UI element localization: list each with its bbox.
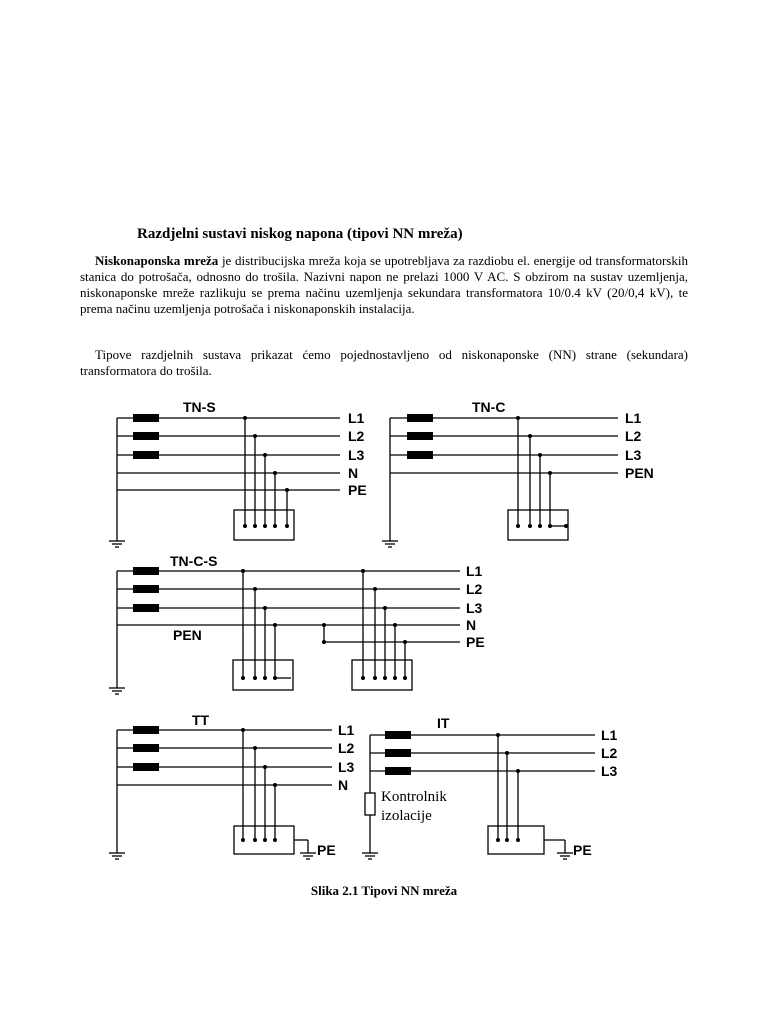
transformer-coil bbox=[133, 567, 159, 575]
junction-dot bbox=[361, 676, 365, 680]
bus-label-l2: L2 bbox=[466, 581, 483, 597]
junction-dot bbox=[373, 676, 377, 680]
junction-dot bbox=[496, 838, 500, 842]
bus-label-n: N bbox=[466, 617, 477, 633]
bus-label-l3: L3 bbox=[601, 763, 618, 779]
network-diagrams bbox=[100, 388, 666, 866]
transformer-coil bbox=[133, 451, 159, 459]
junction-dot bbox=[564, 524, 568, 528]
bus-label-l2: L2 bbox=[348, 428, 365, 444]
bus-label-l2: L2 bbox=[601, 745, 618, 761]
bus-label-l1: L1 bbox=[601, 727, 618, 743]
junction-dot bbox=[403, 676, 407, 680]
bus-label-l1: L1 bbox=[466, 563, 483, 579]
junction-dot bbox=[528, 524, 532, 528]
junction-dot bbox=[253, 676, 257, 680]
junction-dot bbox=[253, 524, 257, 528]
diagram-title-tn-c: TN-C bbox=[472, 399, 506, 415]
transformer-coil bbox=[133, 585, 159, 593]
bus-label-l2: L2 bbox=[625, 428, 642, 444]
insulation-monitor bbox=[365, 793, 375, 815]
bus-label-l3: L3 bbox=[348, 447, 365, 463]
transformer-coil bbox=[407, 414, 433, 422]
bus-label-l3: L3 bbox=[338, 759, 355, 775]
transformer-coil bbox=[133, 414, 159, 422]
junction-dot bbox=[263, 524, 267, 528]
ground-label-pe: PE bbox=[573, 842, 592, 858]
load-box bbox=[233, 660, 293, 690]
bus-label-l3: L3 bbox=[466, 600, 483, 616]
monitor-label-2: izolacije bbox=[381, 808, 432, 824]
term-niskonaponska-mreza: Niskonaponska mreža bbox=[95, 253, 219, 268]
diagram-title-tn-c-s: TN-C-S bbox=[170, 553, 218, 569]
transformer-coil bbox=[133, 726, 159, 734]
bus-label-pen: PEN bbox=[173, 627, 202, 643]
figure-caption: Slika 2.1 Tipovi NN mreža bbox=[310, 883, 458, 898]
diagram-title-tt: TT bbox=[192, 712, 210, 728]
paragraph-nn-mreza bbox=[80, 253, 688, 317]
ground-label-pe: PE bbox=[317, 842, 336, 858]
junction-dot bbox=[273, 838, 277, 842]
transformer-coil bbox=[133, 744, 159, 752]
section-heading: Razdjelni sustavi niskog napona (tipovi NN mreža) bbox=[137, 226, 463, 242]
transformer-coil bbox=[133, 763, 159, 771]
junction-dot bbox=[285, 524, 289, 528]
transformer-coil bbox=[133, 604, 159, 612]
bus-label-pen: PEN bbox=[625, 465, 654, 481]
bus-label-l1: L1 bbox=[348, 410, 365, 426]
transformer-coil bbox=[385, 731, 411, 739]
bus-label-l1: L1 bbox=[338, 722, 355, 738]
junction-dot bbox=[263, 838, 267, 842]
transformer-coil bbox=[133, 432, 159, 440]
junction-dot bbox=[383, 676, 387, 680]
junction-dot bbox=[393, 676, 397, 680]
junction-dot bbox=[243, 524, 247, 528]
bus-label-pe: PE bbox=[466, 634, 485, 650]
bus-label-l2: L2 bbox=[338, 740, 355, 756]
bus-label-l1: L1 bbox=[625, 410, 642, 426]
figure-nn-network-types bbox=[100, 388, 666, 866]
monitor-label-1: Kontrolnik bbox=[381, 789, 447, 805]
junction-dot bbox=[241, 676, 245, 680]
junction-dot bbox=[253, 838, 257, 842]
junction-dot bbox=[322, 640, 326, 644]
bus-label-n: N bbox=[338, 777, 349, 793]
paragraph-text: je distribucijska mreža koja se upotrebljava za razdiobu el. energije od transformatorskih stanica do potrošača, odnosno do trošila. Nazivni napon ne prelazi 1000 V AC. S obzirom na sustav uzemljenja, niskonaponske mreže razlikuju se prema načinu uzemljenja sekundara transformatora 10/0.4 kV (20/0,4 kV), te prema načinu uzemljenja potrošača i niskonaponskih instalacija. bbox=[80, 253, 688, 316]
junction-dot bbox=[538, 524, 542, 528]
transformer-coil bbox=[385, 767, 411, 775]
bus-label-n: N bbox=[348, 465, 359, 481]
junction-dot bbox=[273, 524, 277, 528]
junction-dot bbox=[322, 623, 326, 627]
junction-dot bbox=[505, 838, 509, 842]
transformer-coil bbox=[407, 451, 433, 459]
junction-dot bbox=[516, 838, 520, 842]
bus-label-l3: L3 bbox=[625, 447, 642, 463]
load-box bbox=[352, 660, 412, 690]
diagram-title-it: IT bbox=[437, 715, 450, 731]
transformer-coil bbox=[407, 432, 433, 440]
junction-dot bbox=[516, 524, 520, 528]
junction-dot bbox=[263, 676, 267, 680]
diagram-title-tn-s: TN-S bbox=[183, 399, 216, 415]
paragraph-tipovi: Tipove razdjelnih sustava prikazat ćemo pojednostavljeno od niskonaponske (NN) strane (sekundara) transformatora do trošila. bbox=[80, 347, 688, 378]
transformer-coil bbox=[385, 749, 411, 757]
junction-dot bbox=[241, 838, 245, 842]
bus-label-pe: PE bbox=[348, 482, 367, 498]
